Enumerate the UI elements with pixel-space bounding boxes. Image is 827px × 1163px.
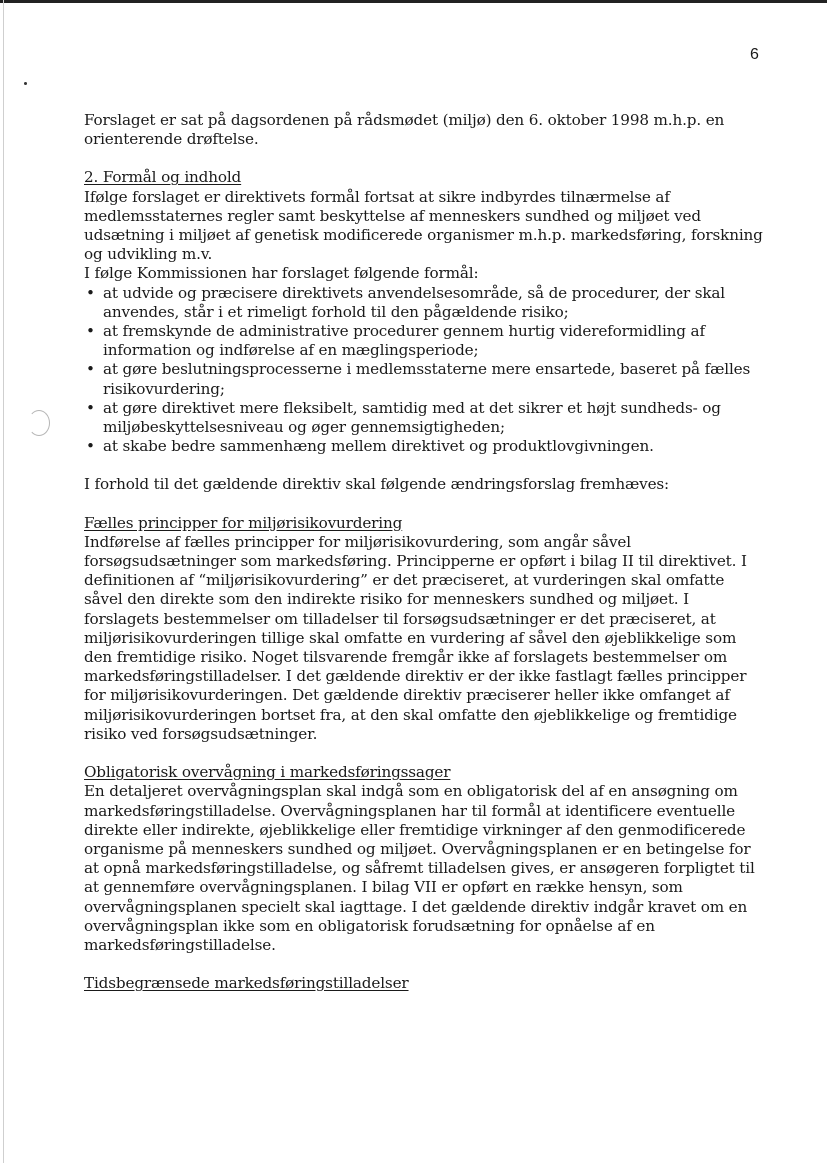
list-item: • at gøre beslutningsprocesserne i medlemsstaterne mere ensartede, baseret på fælles risikovurdering; [84,360,764,398]
list-item: • at skabe bedre sammenhæng mellem direktivet og produktlovgivningen. [84,437,764,456]
purpose-paragraph: Ifølge forslaget er direktivets formål fortsat at sikre indbyrdes tilnærmelse af medlemsstaternes regler samt beskyttelse af menneskers sundhed og miljøet ved udsætning i miljøet af genetisk modificerede organismer m.h.p. markedsføring, forskning og udvikling m.v. [84,187,763,264]
purpose-list-intro: I følge Kommissionen har forslaget følgende formål: [84,264,479,283]
section-heading-time-limited: Tidsbegrænsede markedsføringstilladelser [84,974,409,993]
scan-left-edge [3,0,4,1163]
principles-paragraph: Indførelse af fælles principper for miljørisikovurdering, som angår såvel forsøgsudsætninger som markedsføring. Principperne er opført i bilag II til direktivet. I definitionen af “miljørisikovurdering” er det præciseret, at vurderingen skal omfatte såvel den direkte som den indirekte risiko for menneskers sundhed og miljøet. I forslagets bestemmelser om tilladelser til forsøgsudsætninger er det præciseret, at miljørisikovurderingen tillige skal omfatte en vurdering af såvel den øjeblikkelige som den fremtidige risiko. Noget tilsvarende fremgår ikke af forslagets bestemmelser om markedsføringstilladelser. I det gældende direktiv er der ikke fastlagt fælles principper for miljørisikovurderingen. Det gældende direktiv præciserer heller ikke omfanget af miljørisikovurderingen bortset fra, at den skal omfatte den øjeblikkelige og fremtidige risiko ved forsøgsudsætninger. [84,532,747,743]
scan-speck [24,82,27,85]
scan-top-border [0,0,827,3]
proposals-intro: I forhold til det gældende direktiv skal følgende ændringsforslag fremhæves: [84,475,670,494]
list-item: • at gøre direktivet mere fleksibelt, samtidig med at det sikrer et højt sundheds- og miljøbeskyttelsesniveau og øger gennemsigtigheden; [84,399,764,437]
page-number: 6 [750,46,759,63]
document-body [84,111,764,993]
list-item: • at fremskynde de administrative procedurer gennem hurtig videreformidling af information og indførelse af en mæglingsperiode; [84,322,764,360]
list-item: • at udvide og præcisere direktivets anvendelsesområde, så de procedurer, der skal anvendes, står i et rimeligt forhold til den pågældende risiko; [84,284,764,322]
purpose-list [84,284,764,457]
section-heading-principles: Fælles principper for miljørisikovurdering [84,513,403,532]
section-heading-monitoring: Obligatorisk overvågning i markedsføringssager [84,763,451,782]
monitoring-paragraph: En detaljeret overvågningsplan skal indgå som en obligatorisk del af en ansøgning om markedsføringstilladelse. Overvågningsplanen har til formål at identificere eventuelle direkte eller indirekte, øjeblikkelige eller fremtidige virkninger af den genmodificerede organisme på menneskers sundhed og miljøet. Overvågningsplanen er en betingelse for at opnå markedsføringstilladelse, og såfremt tilladelsen gives, er ansøgeren forpligtet til at gennemføre overvågningsplanen. I bilag VII er opført en række hensyn, som overvågningsplanen specielt skal iagttage. I det gældende direktiv indgår kravet om en overvågningsplan ikke som en obligatorisk forudsætning for opnåelse af en markedsføringstilladelse. [84,782,755,954]
punch-hole-mark [28,410,50,436]
intro-paragraph: Forslaget er sat på dagsordenen på rådsmødet (miljø) den 6. oktober 1998 m.h.p. en orienterende drøftelse. [84,111,725,149]
section-heading-purpose: 2. Formål og indhold [84,168,242,187]
